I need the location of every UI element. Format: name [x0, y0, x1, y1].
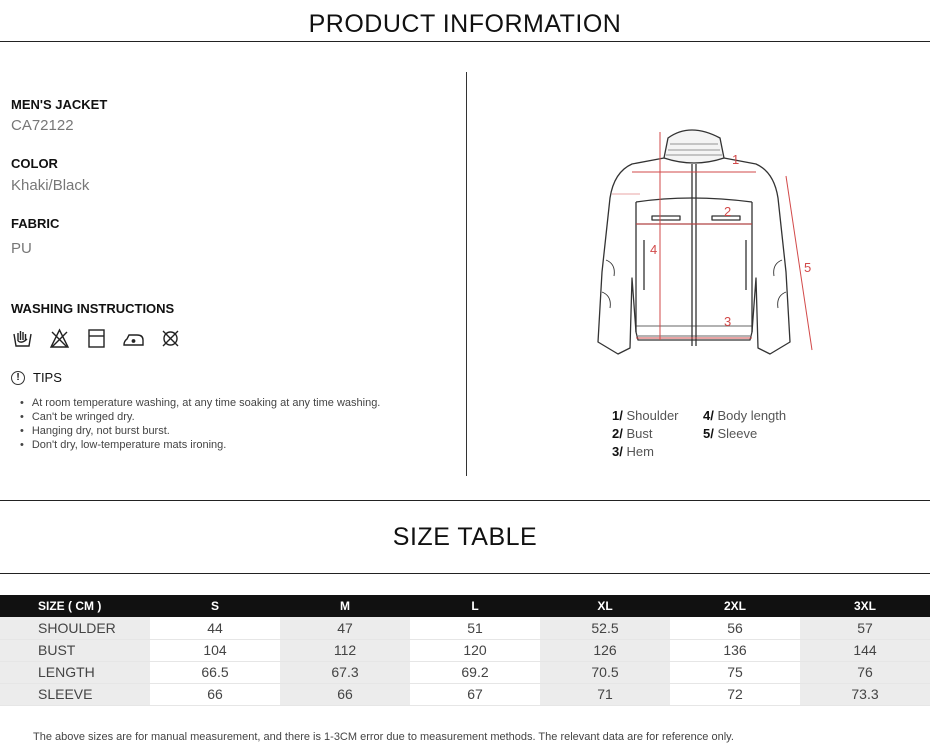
size-table-title: SIZE TABLE: [392, 523, 538, 551]
tips-label: TIPS: [33, 370, 62, 385]
table-cell: 66: [150, 683, 280, 705]
table-cell: BUST: [0, 639, 150, 661]
legend-hem: 3/ Hem: [612, 444, 654, 459]
legend-shoulder: 1/ Shoulder: [612, 408, 679, 423]
size-table: [0, 595, 930, 706]
table-cell: 56: [670, 617, 800, 639]
list-item: • Hanging dry, not burst burst.: [20, 424, 380, 438]
fabric-label: FABRIC: [11, 216, 60, 231]
tips-heading: [11, 370, 62, 385]
column-header: 2XL: [670, 595, 800, 617]
washing-icons: [12, 328, 181, 349]
table-cell: 72: [670, 683, 800, 705]
marker-3: 3: [724, 314, 732, 329]
table-cell: 52.5: [540, 617, 670, 639]
table-cell: 126: [540, 639, 670, 661]
table-cell: 67: [410, 683, 540, 705]
no-bleach-icon: [49, 328, 70, 349]
color-value: Khaki/Black: [11, 177, 90, 194]
column-header: 3XL: [800, 595, 930, 617]
size-table-divider: [0, 573, 930, 574]
list-item: • At room temperature washing, at any time soaking at any time washing.: [20, 396, 380, 410]
table-row: [0, 617, 930, 639]
washing-label: WASHING INSTRUCTIONS: [11, 301, 175, 316]
table-cell: 112: [280, 639, 410, 661]
tumble-dry-icon: [86, 328, 107, 349]
list-item: • Can't be wringed dry.: [20, 410, 380, 424]
color-label: COLOR: [11, 156, 58, 171]
column-header: M: [280, 595, 410, 617]
category-label: MEN'S JACKET: [11, 97, 108, 112]
column-divider: [466, 72, 467, 476]
table-cell: 104: [150, 639, 280, 661]
table-cell: 69.2: [410, 661, 540, 683]
page-title: PRODUCT INFORMATION: [308, 10, 622, 38]
legend-body-length: 4/ Body length: [703, 408, 787, 423]
table-cell: 144: [800, 639, 930, 661]
hand-wash-icon: [12, 328, 33, 349]
table-header-row: [0, 595, 930, 617]
tips-list: [20, 396, 380, 452]
table-cell: 70.5: [540, 661, 670, 683]
marker-5: 5: [804, 260, 812, 275]
list-item: • Don't dry, low-temperature mats ironing.: [20, 438, 380, 452]
table-cell: 73.3: [800, 683, 930, 705]
table-cell: 66: [280, 683, 410, 705]
table-cell: SHOULDER: [0, 617, 150, 639]
product-code: CA72122: [11, 117, 74, 134]
table-cell: 76: [800, 661, 930, 683]
section-divider: [0, 500, 930, 501]
table-row: [0, 661, 930, 683]
table-cell: 66.5: [150, 661, 280, 683]
table-cell: 120: [410, 639, 540, 661]
low-iron-icon: [123, 328, 144, 349]
table-cell: 71: [540, 683, 670, 705]
table-cell: 51: [410, 617, 540, 639]
column-header: XL: [540, 595, 670, 617]
marker-4: 4: [650, 242, 658, 257]
info-icon: !: [11, 371, 25, 385]
jacket-diagram: [580, 120, 820, 370]
table-cell: 57: [800, 617, 930, 639]
table-cell: 44: [150, 617, 280, 639]
table-row: [0, 639, 930, 661]
table-cell: LENGTH: [0, 661, 150, 683]
table-cell: 47: [280, 617, 410, 639]
column-header: L: [410, 595, 540, 617]
legend-sleeve: 5/ Sleeve: [703, 426, 758, 441]
fabric-value: PU: [11, 240, 32, 257]
marker-1: 1: [732, 152, 740, 167]
column-header: SIZE ( CM ): [0, 595, 150, 617]
marker-2: 2: [724, 204, 732, 219]
header-divider: [0, 41, 930, 42]
table-cell: SLEEVE: [0, 683, 150, 705]
column-header: S: [150, 595, 280, 617]
table-row: [0, 683, 930, 705]
table-cell: 75: [670, 661, 800, 683]
table-cell: 67.3: [280, 661, 410, 683]
disclaimer-note: The above sizes are for manual measurement, and there is 1-3CM error due to measurement methods. The relevant data are for reference only.: [33, 731, 734, 743]
legend-bust: 2/ Bust: [612, 426, 653, 441]
no-dry-clean-icon: [160, 328, 181, 349]
table-cell: 136: [670, 639, 800, 661]
